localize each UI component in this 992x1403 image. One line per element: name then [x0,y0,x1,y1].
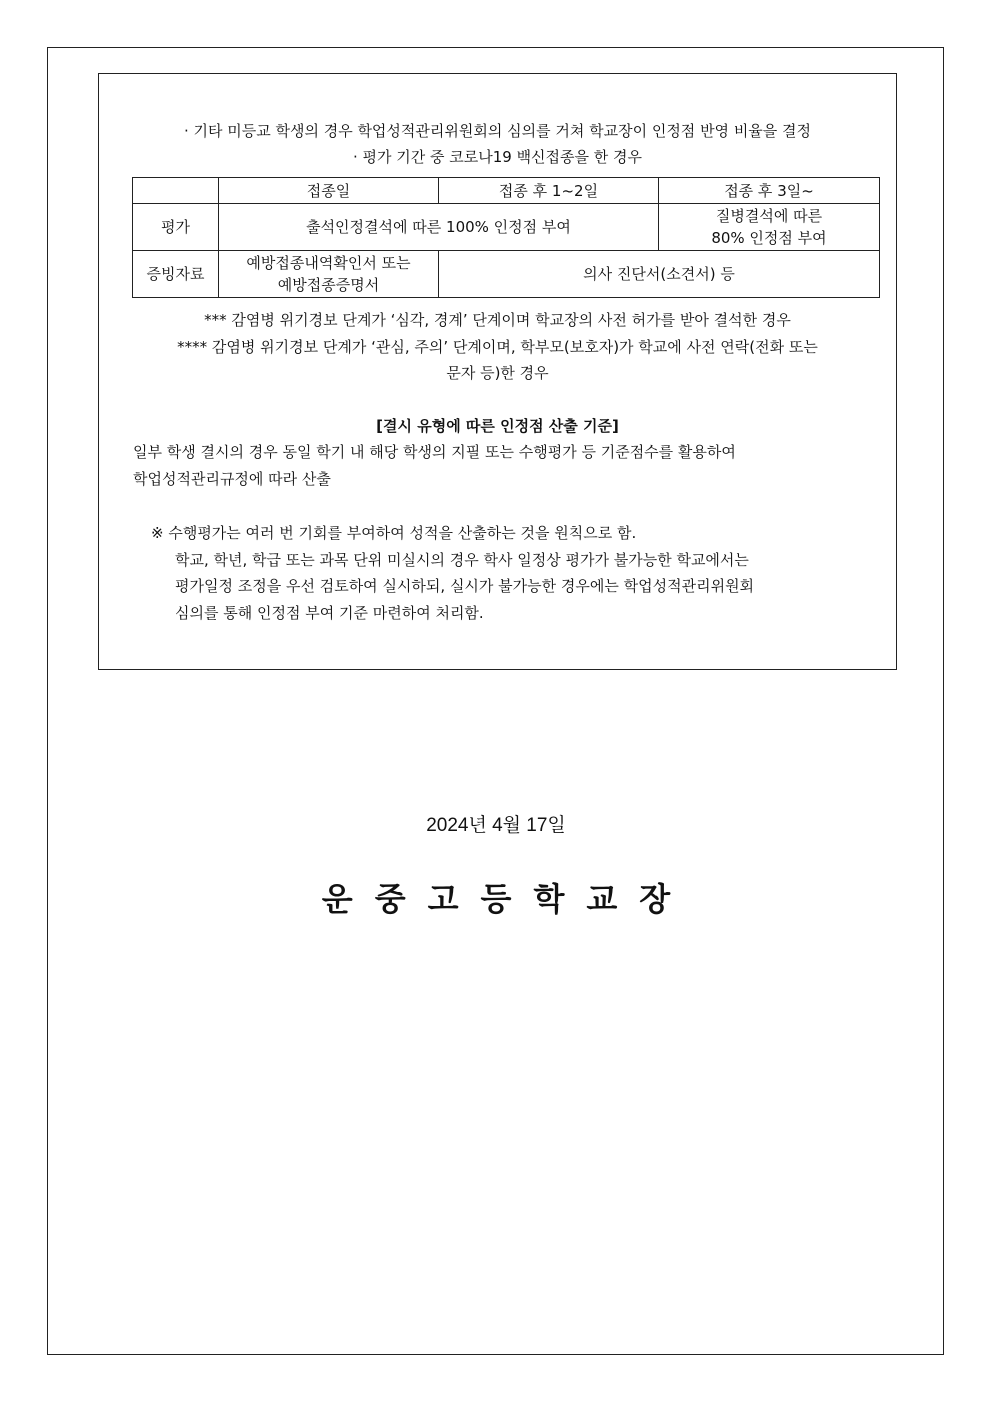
document-date: 2024년 4월 17일 [426,815,566,836]
cell-line: 질병결석에 따른 [715,207,823,225]
table-cell [219,251,439,298]
row-label: 평가 [133,204,219,251]
table-header-row [133,178,880,204]
footnote-4-line2: 문자 등)한 경우 [446,364,549,382]
vaccine-table [132,177,880,298]
remark-line: ※ 수행평가는 여러 번 기회를 부여하여 성적을 산출하는 것을 원칙으로 함. [151,524,637,542]
table-header-cell [133,178,219,204]
paragraph-line: 학업성적관리규정에 따라 산출 [133,470,331,488]
other-absent-rule: · 기타 미등교 학생의 경우 학업성적관리위원회의 심의를 거쳐 학교장이 인정점 반영 비율을 결정 [183,122,812,140]
table-header-cell: 접종 후 1~2일 [439,178,659,204]
paragraph-line: 일부 학생 결시의 경우 동일 학기 내 해당 학생의 지필 또는 수행평가 등 기준점수를 활용하여 [133,443,736,461]
notice-box [98,73,897,670]
school-principal-name: 운중고등학교장 [321,880,693,918]
table-header-cell: 접종일 [219,178,439,204]
cell-line: 80% 인정점 부여 [711,229,827,247]
table-header-cell: 접종 후 3일~ [659,178,880,204]
remark-line: 심의를 통해 인정점 부여 기준 마련하여 처리함. [175,604,484,622]
remark-line: 평가일정 조정을 우선 검토하여 실시하되, 실시가 불가능한 경우에는 학업성적관리위원회 [175,577,755,595]
table-cell: 의사 진단서(소견서) 등 [439,251,880,298]
covid-vaccine-heading: · 평가 기간 중 코로나19 백신접종을 한 경우 [352,148,643,166]
cell-line: 예방접종증명서 [277,276,380,294]
table-row-evaluation [133,204,880,251]
row-label: 증빙자료 [133,251,219,298]
footnote-3: *** 감염병 위기경보 단계가 ‘심각, 경계’ 단계이며 학교장의 사전 허가를 받아 결석한 경우 [204,311,791,329]
remark-line: 학교, 학년, 학급 또는 과목 단위 미실시의 경우 학사 일정상 평가가 불가능한 학교에서는 [175,551,749,569]
table-cell [659,204,880,251]
footnote-4-line1: **** 감염병 위기경보 단계가 ‘관심, 주의’ 단계이며, 학부모(보호자)가 학교에 사전 연락(전화 또는 [177,338,818,356]
cell-line: 예방접종내역확인서 또는 [246,254,411,272]
table-cell: 출석인정결석에 따른 100% 인정점 부여 [219,204,659,251]
section-title: [결시 유형에 따른 인정점 산출 기준] [376,417,619,435]
table-row-evidence [133,251,880,298]
